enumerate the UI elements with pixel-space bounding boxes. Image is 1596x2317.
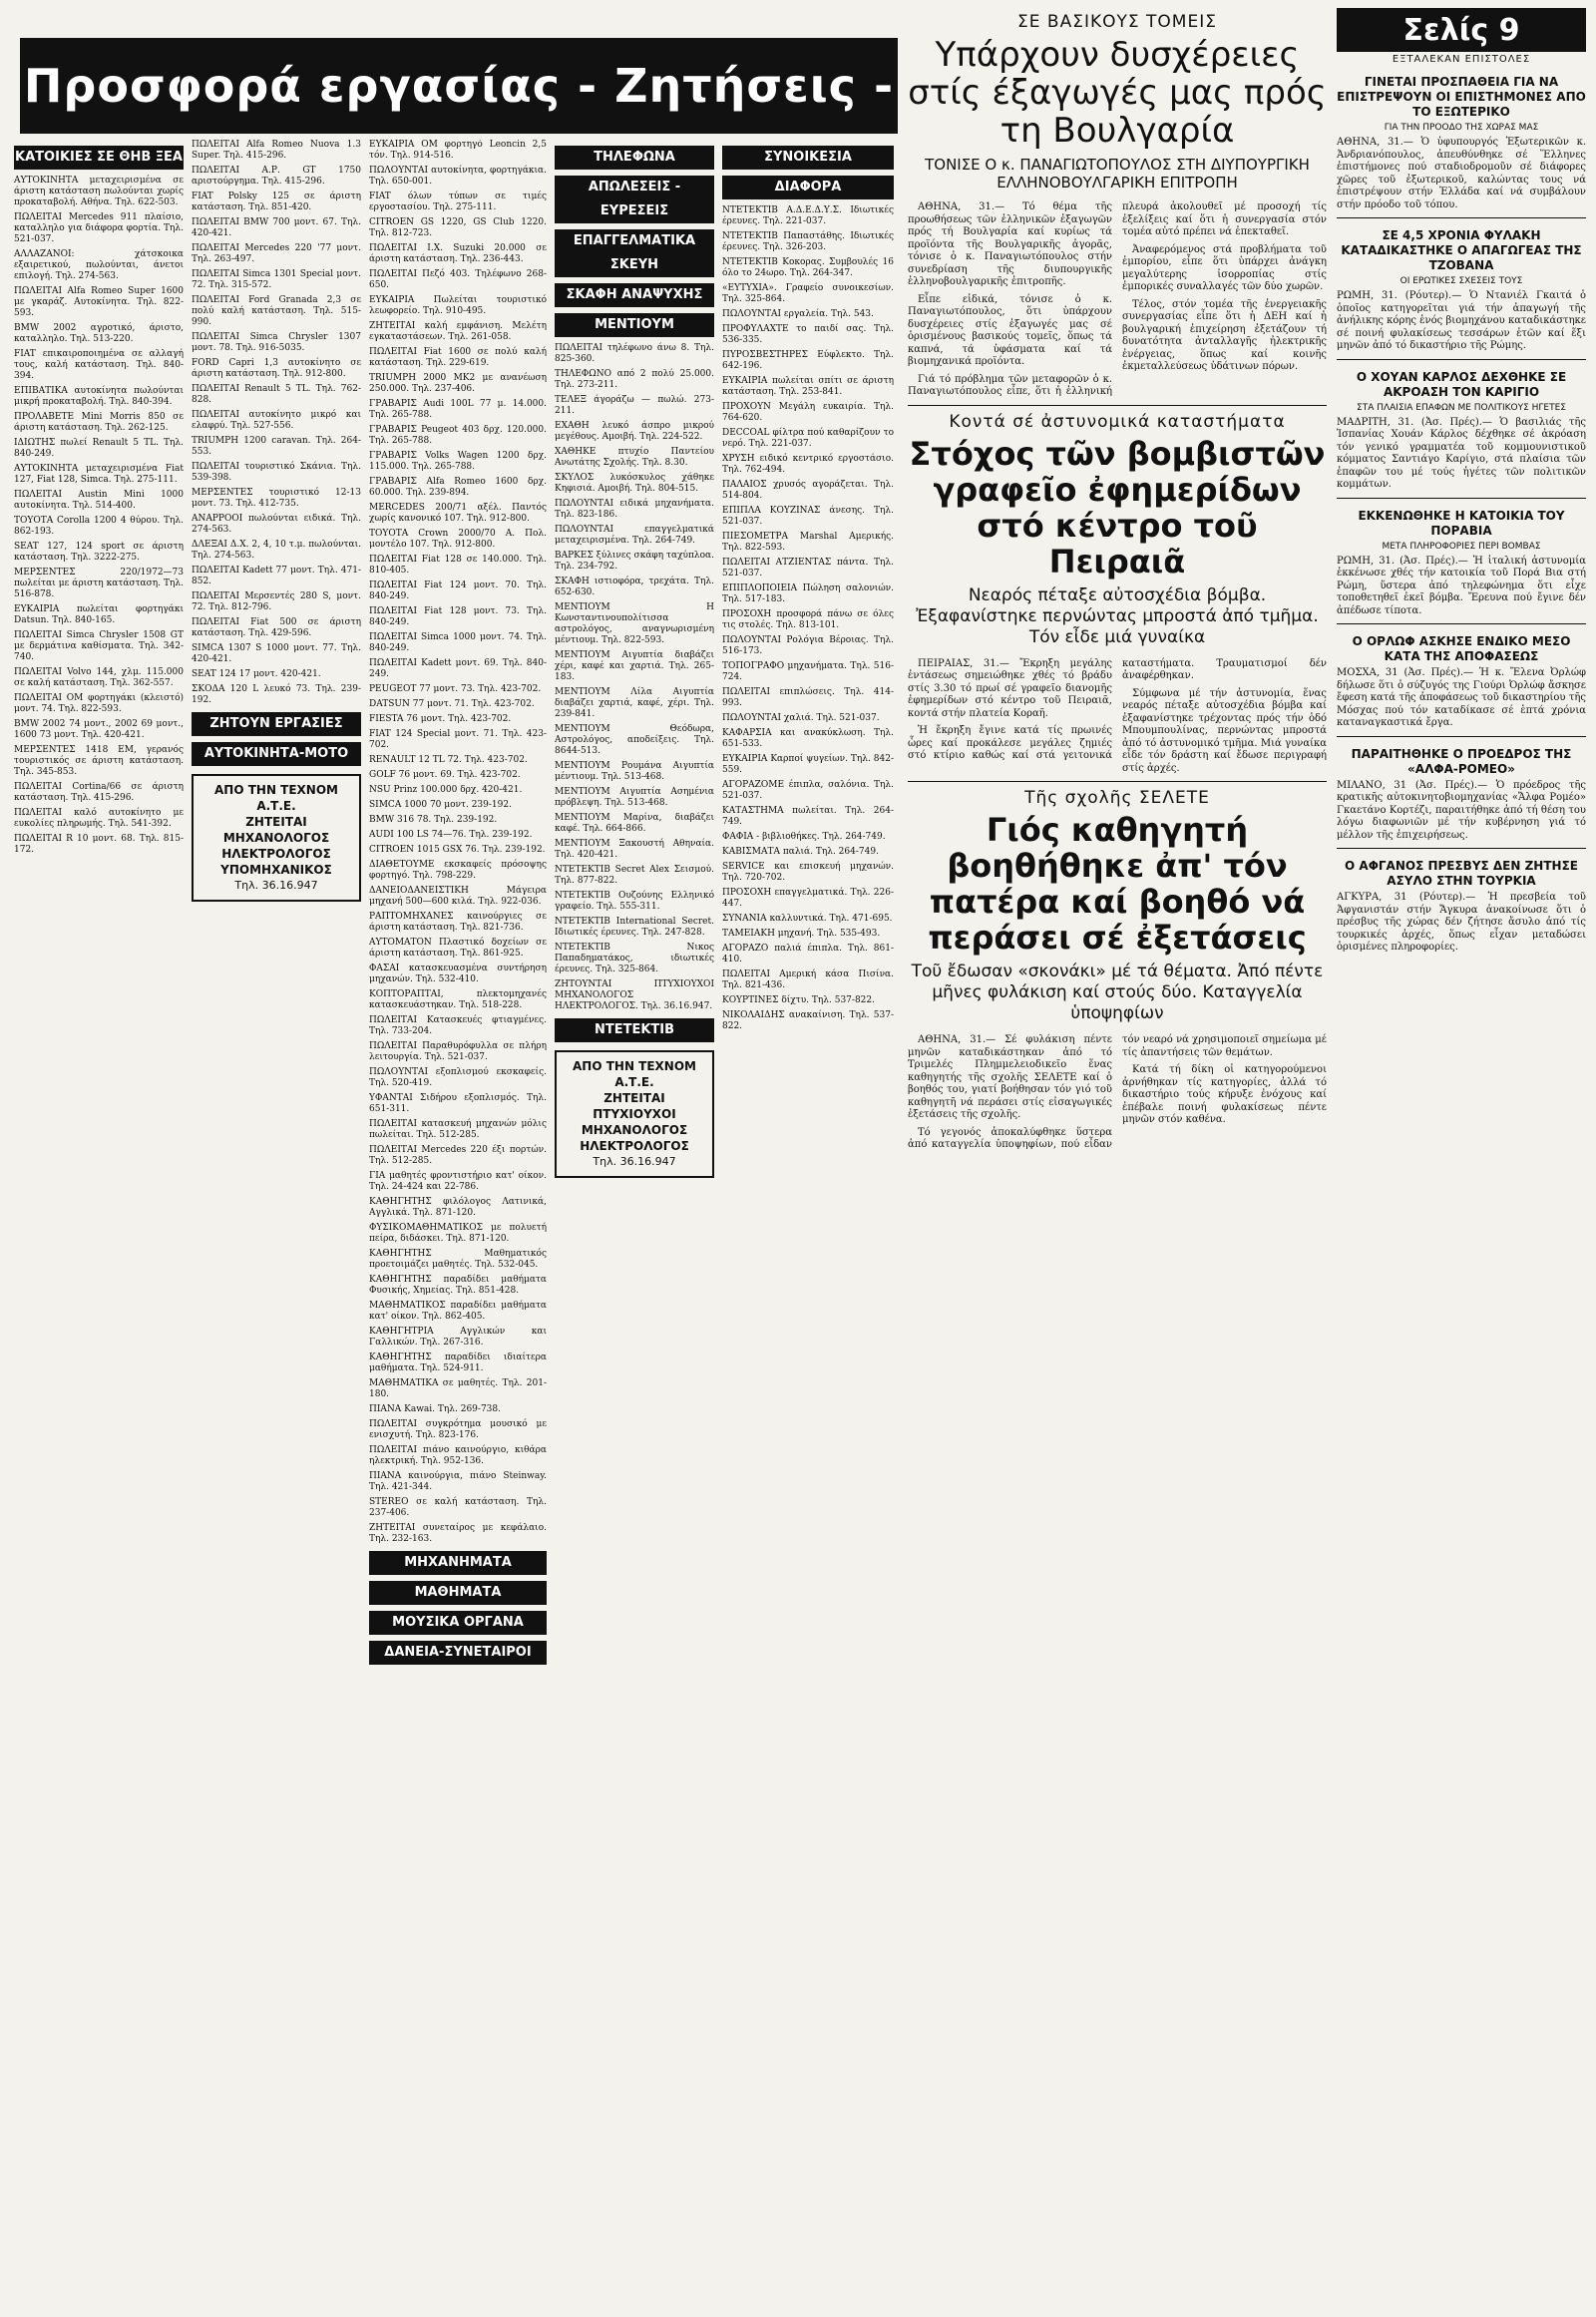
classified-ad: ΜΕΝΤΙΟΥΜ Η Κωνσταντινουπολίτισσα αστρολόγος, αναγνωρισμένη μέντιουμ. Τηλ. 822-593. bbox=[555, 602, 714, 645]
classified-ad: ΝΙΚΟΛΑΙΔΗΣ ανακαίνιση. Τηλ. 537-822. bbox=[722, 1010, 894, 1031]
classifieds-column-3 bbox=[369, 140, 547, 2304]
classified-ad: ΕΧΑΘΗ λευκό άσπρο μικρού μεγέθους. Αμοιβή. Τηλ. 224-522. bbox=[555, 421, 714, 442]
classified-ad: ΠΩΛΕΙΤΑΙ R 10 μοντ. 68. Τηλ. 815-172. bbox=[14, 834, 184, 855]
classified-ad: ΣΚΥΛΟΣ λυκόσκυλος χάθηκε Κηφισιά. Αμοιβή. Τηλ. 804-515. bbox=[555, 473, 714, 494]
classified-ad: SIMCA 1307 S 1000 μοντ. 77. Τηλ. 420-421. bbox=[192, 643, 361, 664]
classified-ad: «ΕΥΤΥΧΙΑ». Γραφείο συνοικεσίων. Τηλ. 325-864. bbox=[722, 283, 894, 304]
classified-ad: BMW 2002 74 μοντ., 2002 69 μοντ., 1600 73 μοντ. Τηλ. 420-421. bbox=[14, 719, 184, 740]
ad-box-tehnom-2 bbox=[555, 1050, 714, 1178]
classified-ad: ΤΟΥΟΤΑ Corolla 1200 4 θύρου. Τηλ. 862-193. bbox=[14, 516, 184, 537]
article-body bbox=[908, 201, 1327, 399]
article-paragraph: ΠΕΙΡΑΙΑΣ, 31.— Ἔκρηξη μεγάλης ἐντάσεως σημειώθηκε χθές τό βράδυ στίς 3.30 τό πρωί σέ γραφεῖο διανομῆς ἐφημερίδων στό κέντρο τοῦ Πειραιᾶ, κοντά στήν πλατεία Κοραῆ. bbox=[908, 657, 1112, 719]
brief-title: ΓΙΝΕΤΑΙ ΠΡΟΣΠΑΘΕΙΑ ΓΙΑ ΝΑ ΕΠΙΣΤΡΕΨΟΥΝ ΟΙ ΕΠΙΣΤΗΜΟΝΕΣ ΑΠΟ ΤΟ ΕΞΩΤΕΡΙΚΟ bbox=[1337, 75, 1586, 119]
ad-box-line: ΖΗΤΕΙΤΑΙ bbox=[603, 1091, 665, 1105]
classified-ad: ΠΙΕΣΟΜΕΤΡΑ Marshal Αμερικής. Τηλ. 822-593. bbox=[722, 532, 894, 553]
classified-ad: DATSUN 77 μοντ. 71. Τηλ. 423-702. bbox=[369, 699, 535, 709]
classified-ad: ΚΟΥΡΤΙΝΕΣ δίχτυ. Τηλ. 537-822. bbox=[722, 995, 875, 1005]
ad-list bbox=[14, 176, 184, 856]
classified-ad: ΤΟΠΟΓΡΑΦΟ μηχανήματα. Τηλ. 516-724. bbox=[722, 661, 894, 682]
classified-ad: ΠΡΟΦΥΛΑΧΤΕ το παιδί σας. Τηλ. 536-335. bbox=[722, 324, 894, 345]
brief-title: Ο ΑΦΓΑΝΟΣ ΠΡΕΣΒΥΣ ΔΕΝ ΖΗΤΗΣΕ ΑΣΥΛΟ ΣΤΗΝ ΤΟΥΡΚΙΑ bbox=[1345, 859, 1578, 888]
classifieds-column-2 bbox=[192, 140, 361, 2304]
article-selete bbox=[908, 788, 1327, 1152]
classified-ad: ΠΩΛΕΙΤΑΙ Fiat 124 μοντ. 70. Τηλ. 840-249. bbox=[369, 580, 547, 601]
classified-ad: ΕΥΚΑΙΡΙΑ πωλείται σπίτι σε άριστη κατάσταση. Τηλ. 253-841. bbox=[722, 376, 894, 397]
article-headline: Στόχος τῶν βομβιστῶν γραφεῖο ἐφημερίδων στό κέντρο τοῦ Πειραιᾶ bbox=[909, 434, 1326, 580]
classified-ad: ΚΑΦΑΡΣΙΑ και ανακύκλωση. Τηλ. 651-533. bbox=[722, 728, 894, 749]
classified-ad: ΜΕΝΤΙΟΥΜ Ξακουστή Αθηναία. Τηλ. 420-421. bbox=[555, 839, 714, 860]
classified-ad: ΠΩΛΕΙΤΑΙ Renault 5 TL. Τηλ. 762-828. bbox=[192, 384, 361, 405]
news-column bbox=[908, 8, 1327, 1152]
classified-ad: ΦΥΣΙΚΟΜΑΘΗΜΑΤΙΚΟΣ με πολυετή πείρα, διδάσκει. Τηλ. 871-120. bbox=[369, 1223, 547, 1244]
brief-title: ΕΚΚΕΝΩΘΗΚΕ Η ΚΑΤΟΙΚΙΑ ΤΟΥ ΠΟΡΑΒΙΑ bbox=[1358, 508, 1565, 538]
classified-ad: ΜΑΘΗΜΑΤΙΚΟΣ παραδίδει μαθήματα κατ' οίκον. Τηλ. 862-405. bbox=[369, 1301, 547, 1322]
classified-ad: TRIUMPH 1200 caravan. Τηλ. 264-553. bbox=[192, 436, 361, 457]
classified-ad: ΜΕΝΤΙΟΥΜ Θεόδωρα, Αστρολόγος, αποδείξεις. Τηλ. 8644-513. bbox=[555, 724, 714, 756]
classified-ad: RENAULT 12 TL 72. Τηλ. 423-702. bbox=[369, 755, 528, 765]
classified-ad: GOLF 76 μοντ. 69. Τηλ. 423-702. bbox=[369, 770, 521, 780]
classified-ad: ΕΥΚΑΙΡΙΑ ΟΜ φορτηγό Leoncin 2,5 τόν. Τηλ. 914-516. bbox=[369, 140, 547, 161]
classified-ad: ΦΑΣΑΙ κατασκευασμένα συντήρηση μηχανών. Τηλ. 532-410. bbox=[369, 964, 547, 984]
section-header: ΑΠΩΛΕΣΕΙΣ - ΕΥΡΕΣΕΙΣ bbox=[555, 176, 714, 223]
ad-box-tehnom-1 bbox=[192, 774, 361, 902]
classified-ad: ΜΑΘΗΜΑΤΙΚΑ σε μαθητές. Τηλ. 201-180. bbox=[369, 1378, 547, 1399]
article-deck: Νεαρός πέταξε αὐτοσχέδια βόμβα. Ἐξαφανίστηκε περνώντας μπροστά ἀπό τμῆμα. Τόν εἶδε μιά γυναίκα bbox=[916, 584, 1319, 647]
classified-ad: ΤΑΜΕΙΑΚΗ μηχανή. Τηλ. 535-493. bbox=[722, 929, 881, 939]
classified-ad: ΜΕΝΤΙΟΥΜ Μαρίνα, διαβάζει καφέ. Τηλ. 664-866. bbox=[555, 813, 714, 834]
section-header: ΤΗΛΕΦΩΝΑ bbox=[555, 146, 714, 170]
classified-ad: STEREO σε καλή κατάσταση. Τηλ. 237-406. bbox=[369, 1497, 547, 1518]
classified-ad: BMW 316 78. Τηλ. 239-192. bbox=[369, 815, 498, 825]
article-paragraph: Τό γεγονός ἀποκαλύφθηκε ὕστερα ἀπό καταγγελία ὑποψηφίων, πού εἶδαν τόν νεαρό νά χρησιμοποιεῖ σημείωμα μέ τίς ἀπαντήσεις τῶν θεμάτων. bbox=[908, 1034, 1327, 1150]
ad-list bbox=[192, 140, 361, 706]
classified-ad: SIMCA 1000 70 μοντ. 239-192. bbox=[369, 800, 512, 810]
classified-ad: ΠΩΛΕΙΤΑΙ Kadett μοντ. 69. Τηλ. 840-249. bbox=[369, 658, 547, 679]
brief-title: Ο ΧΟΥΑΝ ΚΑΡΛΟΣ ΔΕΧΘΗΚΕ ΣΕ ΑΚΡΟΑΣΗ ΤΟΝ ΚΑΡΙΓΙΟ bbox=[1356, 369, 1567, 399]
classified-ad: MERCEDES 200/71 αξέλ. Παντός χωρίς κανονικό 107. Τηλ. 912-800. bbox=[369, 503, 547, 524]
classified-ad: ΕΥΚΑΙΡΙΑ Πωλείται τουριστικό λεωφορείο. Τηλ. 910-495. bbox=[369, 295, 547, 316]
classified-ad: ΑΥΤΟΜΑΤΟΝ Πλαστικό δοχείων σε άριστη κατάσταση. Τηλ. 861-925. bbox=[369, 938, 547, 959]
classified-ad: ΔΛΕΞΑΙ Δ.Χ. 2, 4, 10 τ.μ. πωλούνται. Τηλ. 274-563. bbox=[192, 540, 361, 561]
classified-ad: ΤΗΛΕΦΩΝΟ από 2 πολύ 25.000. Τηλ. 273-211. bbox=[555, 369, 714, 390]
classified-ad: ΕΠΙΠΛΟΠΟΙΕΙΑ Πώληση σαλονιών. Τηλ. 517-183. bbox=[722, 583, 894, 604]
classified-ad: ΠΩΛΕΙΤΑΙ Μερσεντές 280 S, μοντ. 72. Τηλ. 812-796. bbox=[192, 591, 361, 612]
section-header: ΝΤΕΤΕΚΤΙΒ bbox=[555, 1018, 714, 1042]
article-paragraph: Ἀναφερόμενος στά προβλήματα τοῦ ἐμπορίου, εἶπε ὅτι ὑπάρχει ἀνάγκη μεγαλύτερης ἰσορροπίας στίς ἐμπορικές συναλλαγές τῶν δύο χωρῶν. bbox=[1122, 243, 1327, 292]
classifieds-column-5 bbox=[722, 140, 894, 2304]
section-header: ΜΑΘΗΜΑΤΑ bbox=[369, 1581, 547, 1605]
classified-ad: ΚΑΘΗΓΗΤΗΣ παραδίδει μαθήματα Φυσικής, Χημείας. Τηλ. 851-428. bbox=[369, 1275, 547, 1296]
classified-ad: ΠΩΛΕΙΤΑΙ Πεζό 403. Τηλέφωνο 268-650. bbox=[369, 269, 547, 290]
classified-ad: SERVICE και επισκευή μηχανών. Τηλ. 720-702. bbox=[722, 862, 894, 883]
ad-list bbox=[369, 140, 547, 1545]
classified-ad: ΕΠΙΒΑΤΙΚΑ αυτοκίνητα πωλούνται μικρή προκαταβολή. Τηλ. 840-394. bbox=[14, 386, 184, 407]
classified-ad: ΠΩΛΟΥΝΤΑΙ χαλιά. Τηλ. 521-037. bbox=[722, 713, 880, 723]
classified-ad: ΠΩΛΕΙΤΑΙ BMW 700 μοντ. 67. Τηλ. 420-421. bbox=[192, 217, 361, 238]
classified-ad: ΚΑΘΗΓΗΤΗΣ Μαθηματικός προετοιμάζει μαθητές. Τηλ. 532-045. bbox=[369, 1249, 547, 1270]
classifieds-banner: Προσφορά εργασίας - Ζητήσεις - bbox=[20, 38, 898, 134]
classified-ad: ΕΠΙΠΛΑ ΚΟΥΖΙΝΑΣ άνεσης. Τηλ. 521-037. bbox=[722, 506, 894, 527]
classified-ad: ΠΩΛΕΙΤΑΙ Fiat 128 μοντ. 73. Τηλ. 840-249. bbox=[369, 606, 547, 627]
classified-ad: ΠΩΛΕΙΤΑΙ τηλέφωνο άνω 8. Τηλ. 825-360. bbox=[555, 343, 714, 364]
article-kicker: ΣΕ ΒΑΣΙΚΟΥΣ ΤΟΜΕΙΣ bbox=[1017, 12, 1217, 32]
ad-box-phone: Τηλ. 36.16.947 bbox=[593, 1155, 676, 1168]
classified-ad: ΑΥΤΟΚΙΝΗΤΑ μεταχειρισμένα σε άριστη κατάσταση πωλούνται χωρίς προκαταβολή. Αθήνα. Τηλ. 622-503. bbox=[14, 176, 184, 207]
classified-ad: ΕΥΚΑΙΡΙΑ Καρποί ψυγείων. Τηλ. 842-559. bbox=[722, 754, 894, 775]
article-bulgaria bbox=[908, 12, 1327, 399]
classified-ad: FIAT επικαιροποιημένα σε αλλαγή τους, καλή κατάσταση. Τηλ. 840-394. bbox=[14, 349, 184, 381]
classified-ad: ΠΩΛΕΙΤΑΙ Fiat 128 σε 140.000. Τηλ. 810-405. bbox=[369, 555, 547, 576]
classified-ad: ΠΩΛΟΥΝΤΑΙ αυτοκίνητα, φορτηγάκια. Τηλ. 650-001. bbox=[369, 166, 547, 187]
divider bbox=[908, 405, 1327, 406]
article-kicker: Τῆς σχολῆς ΣΕΛΕΤΕ bbox=[1024, 788, 1210, 808]
classified-ad: ΚΑΘΗΓΗΤΡΙΑ Αγγλικών και Γαλλικών. Τηλ. 267-316. bbox=[369, 1327, 547, 1348]
classified-ad: ΠΩΛΕΙΤΑΙ Alfa Romeo Super 1600 με γκαράζ. Αυτοκίνητα. Τηλ. 822-593. bbox=[14, 286, 184, 318]
section-header: ΔΑΝΕΙΑ-ΣΥΝΕΤΑΙΡΟΙ bbox=[369, 1641, 547, 1665]
classified-ad: ΚΑΒΙΣΜΑΤΑ παλιά. Τηλ. 264-749. bbox=[722, 847, 879, 857]
classified-ad: ΠΩΛΕΙΤΑΙ καλό αυτοκίνητο με ευκολίες πληρωμής. Τηλ. 541-392. bbox=[14, 808, 184, 829]
classified-ad: ΓΡΑΒΑΡΙΣ Audi 100L 77 μ. 14.000. Τηλ. 265-788. bbox=[369, 399, 547, 420]
classified-ad: ΓΡΑΒΑΡΙΣ Volks Wagen 1200 δρχ. 115.000. Τηλ. 265-788. bbox=[369, 451, 547, 472]
classified-ad: ΠΩΛΕΙΤΑΙ Fiat 1600 σε πολύ καλή κατάσταση. Τηλ. 229-619. bbox=[369, 347, 547, 368]
classified-ad: ΚΑΤΑΣΤΗΜΑ πωλείται. Τηλ. 264-749. bbox=[722, 806, 894, 827]
classified-ad: ΓΡΑΒΑΡΙΣ Peugeot 403 δρχ. 120.000. Τηλ. 265-788. bbox=[369, 425, 547, 446]
brief-body: ΑΓΚΥΡΑ, 31 (Ρόυτερ).— Ἡ πρεσβεία τοῦ Ἀφγανιστάν στήν Ἄγκυρα ἀνακοίνωσε ὅτι ὁ πρέσβυς τῆς χώρας δέν ζήτησε ἄσυλο ἀπό τίς τουρκικές ἀρχές, ὅπως εἶχαν μεταδώσει ὁρισμένες πληροφορίες. bbox=[1337, 892, 1586, 953]
classified-ad: ΠΩΛΕΙΤΑΙ Volvo 144, χλμ. 115.000 σε καλή κατάσταση. Τηλ. 362-557. bbox=[14, 667, 184, 688]
classified-ad: ΚΑΘΗΓΗΤΗΣ παραδίδει ιδιαίτερα μαθήματα. Τηλ. 524-911. bbox=[369, 1352, 547, 1373]
classified-ad: ΠΩΛΟΥΝΤΑΙ εργαλεία. Τηλ. 543. bbox=[722, 309, 874, 319]
classified-ad: ΧΑΘΗΚΕ πτυχίο Παντείου Ανωτάτης Σχολής. Τηλ. 8.30. bbox=[555, 447, 714, 468]
classified-ad: ΠΩΛΕΙΤΑΙ Cortina/66 σε άριστη κατάσταση. Τηλ. 415-296. bbox=[14, 782, 184, 803]
classified-ad: ΠΩΛΕΙΤΑΙ Αμερική κάσα Πισίνα. Τηλ. 821-436. bbox=[722, 969, 894, 990]
classified-ad: ΜΕΝΤΙΟΥΜ Αιγυπτία διαβάζει χέρι, καφέ και χαρτιά. Τηλ. 265-183. bbox=[555, 650, 714, 682]
ad-list bbox=[555, 343, 714, 1012]
classified-ad: ΠΩΛΕΙΤΑΙ OM φορτηγάκι (κλειστό) μοντ. 74. Τηλ. 822-593. bbox=[14, 693, 184, 714]
classified-ad: ΜΕΡΣΕΝΤΕΣ τουριστικό 12-13 μοντ. 73. Τηλ. 412-735. bbox=[192, 488, 361, 509]
article-paragraph: ΑΘΗΝΑ, 31.— Τό θέμα τῆς προωθήσεως τῶν ἑλληνικῶν ἐξαγωγῶν πρός τή Βουλγαρία καί κυρίως τά προϊόντα τῆς Βουλγαρικῆς ἀγορᾶς, τόνισε ὁ κ. Παναγιωτόπουλος στήν συνεδρίαση τῆς διυπουργικῆς ἑλληνοβουλγαρικῆς ἐπιτροπῆς. bbox=[908, 201, 1112, 287]
article-paragraph: Τέλος, στόν τομέα τῆς ἐνεργειακῆς συνεργασίας εἶπε ὅτι ἡ ΔΕΗ καί ἡ βουλγαρική ἐπιχείρηση ἐξετάζουν τή δυνατότητα ἀνταλλαγῆς ἠλεκτρικῆς ἐνέργειας, ὅπως καί κοινῆς ἐκμεταλλεύσεως ὑδάτινων πόρων. bbox=[1122, 298, 1327, 372]
classified-ad: ΔΙΑΘΕΤΟΥΜΕ εκσκαφείς πρόσοψης φορτηγό. Τηλ. 798-229. bbox=[369, 860, 547, 881]
sidebar-news bbox=[1337, 8, 1586, 961]
classified-ad: FIESTA 76 μοντ. Τηλ. 423-702. bbox=[369, 714, 512, 724]
classified-ad: ΠΩΛΕΙΤΑΙ Mercedes 220 έξι πορτών. Τηλ. 512-285. bbox=[369, 1145, 547, 1166]
classified-ad: ΠΩΛΕΙΤΑΙ Simca 1301 Special μοντ. 72. Τηλ. 315-572. bbox=[192, 269, 361, 290]
classified-ad: ΠΩΛΕΙΤΑΙ Α.Ρ. GT 1750 αριστούργημα. Τηλ. 415-296. bbox=[192, 166, 361, 187]
classified-ad: ΠΩΛΕΙΤΑΙ Παραθυρόφυλλα σε πλήρη λειτουργία. Τηλ. 521-037. bbox=[369, 1041, 547, 1062]
classified-ad: ΑΝΑΡΡΟΟΙ πωλούνται ειδικά. Τηλ. 274-563. bbox=[192, 514, 361, 535]
ad-box-line: ΑΠΟ ΤΗΝ ΤΕΧΝΟΜ Α.Τ.Ε. bbox=[214, 783, 338, 813]
classified-ad: ΡΑΠΤΟΜΗΧΑΝΕΣ καινούργιες σε άριστη κατάσταση. Τηλ. 821-736. bbox=[369, 912, 547, 933]
article-paragraph: Ἡ ἔκρηξη ἔγινε κατά τίς πρωινές ὧρες καί προκάλεσε μεγάλες ζημιές στό κτίριο καθώς καί στά γειτονικά καταστήματα. Τραυματισμοί δέν ἀναφέρθηκαν. bbox=[908, 657, 1327, 761]
classified-ad: ΖΗΤΟΥΝΤΑΙ ΠΤΥΧΙΟΥΧΟΙ ΜΗΧΑΝΟΛΟΓΟΣ ΗΛΕΚΤΡΟΛΟΓΟΣ. Τηλ. 36.16.947. bbox=[555, 979, 714, 1011]
classified-ad: ΤΟΥΟΤΑ Crown 2000/70 Α. Πολ. μοντέλο 107. Τηλ. 912-800. bbox=[369, 529, 547, 550]
classified-ad: ΑΓΟΡΑΖΟ παλιά έπιπλα. Τηλ. 861-410. bbox=[722, 944, 894, 965]
classified-ad: ΜΕΝΤΙΟΥΜ Ρουμάνα Αιγυπτία μέντιουμ. Τηλ. 513-468. bbox=[555, 761, 714, 782]
classified-ad: ΠΩΛΕΙΤΑΙ Ι.Χ. Suzuki 20.000 σε άριστη κατάσταση. Τηλ. 236-443. bbox=[369, 243, 547, 264]
classifieds-column-4 bbox=[555, 140, 714, 2304]
article-headline: Γιός καθηγητή βοηθήθηκε ἀπ' τόν πατέρα καί βοηθό νά περάσει σέ ἐξετάσεις bbox=[928, 811, 1307, 957]
section-header: ΜΗΧΑΝΗΜΑΤΑ bbox=[369, 1551, 547, 1575]
section-header: ΜΟΥΣΙΚΑ ΟΡΓΑΝΑ bbox=[369, 1611, 547, 1635]
classified-ad: ΠΙΑΝΑ καινούργια, πιάνο Steinway. Τηλ. 421-344. bbox=[369, 1471, 547, 1492]
classified-ad: ΠΩΛΕΙΤΑΙ Ford Granada 2,3 σε πολύ καλή κατάσταση. Τηλ. 515-990. bbox=[192, 295, 361, 327]
classified-ad: ΓΡΑΒΑΡΙΣ Alfa Romeo 1600 δρχ. 60.000. Τηλ. 239-894. bbox=[369, 477, 547, 498]
classified-ad: ΑΓΟΡΑΖΟΜΕ έπιπλα, σαλόνια. Τηλ. 521-037. bbox=[722, 780, 894, 801]
classified-ad: ΠΩΛΕΙΤΑΙ Alfa Romeo Nuova 1.3 Super. Τηλ. 415-296. bbox=[192, 140, 361, 161]
article-headline: Υπάρχουν δυσχέρειες στίς έξαγωγές μας πρός τη Βουλγαρία bbox=[908, 35, 1327, 151]
divider bbox=[1337, 217, 1586, 218]
article-kicker: Κοντά σέ ἀστυνομικά καταστήματα bbox=[949, 411, 1286, 432]
classified-ad: ΠΡΟΧΟΥΝ Μεγάλη ευκαιρία. Τηλ. 764-620. bbox=[722, 402, 894, 423]
classified-ad: ΠΩΛΕΙΤΑΙ Simca Chrysler 1508 GT με δερμάτινα καθίσματα. Τηλ. 342-740. bbox=[14, 630, 184, 662]
classified-ad: ΠΩΛΕΙΤΑΙ Simca Chrysler 1307 μοντ. 78. Τηλ. 916-5035. bbox=[192, 332, 361, 353]
classified-ad: ΠΩΛΕΙΤΑΙ Austin Mini 1000 αυτοκίνητα. Τηλ. 514-400. bbox=[14, 490, 184, 511]
classified-ad: ΠΡΟΣΟΧΗ επαγγελματικά. Τηλ. 226-447. bbox=[722, 888, 894, 909]
page-masthead: Σελίς 9 bbox=[1337, 8, 1586, 52]
classified-ad: ΜΕΡΣΕΝΤΕΣ 1418 ΕΜ, γερανός τουριστικός σε άριστη κατάσταση. Τηλ. 345-853. bbox=[14, 745, 184, 777]
classified-ad: ΝΤΕΤΕΚΤΙΒ Παπαστάθης. Ιδιωτικές έρευνες. Τηλ. 326-203. bbox=[722, 231, 894, 252]
section-header: ΑΥΤΟΚΙΝΗΤΑ-ΜΟΤΟ bbox=[192, 742, 361, 766]
classified-ad: PEUGEOT 77 μοντ. 73. Τηλ. 423-702. bbox=[369, 684, 542, 694]
classified-ad: ΜΕΝΤΙΟΥΜ Λίλα Αιγυπτία διαβάζει χαρτιά, καφέ, χέρι. Τηλ. 239-841. bbox=[555, 687, 714, 719]
section-header: ΣΥΝΟΙΚΕΣΙΑ bbox=[722, 146, 894, 170]
brief-title: ΠΑΡΑΙΤΗΘΗΚΕ Ο ΠΡΟΕΔΡΟΣ ΤΗΣ «ΑΛΦΑ-ΡΟΜΕΟ» bbox=[1351, 746, 1572, 776]
brief-subtitle: ΜΕΤΑ ΠΛΗΡΟΦΟΡΙΕΣ ΠΕΡΙ ΒΟΜΒΑΣ bbox=[1382, 541, 1541, 552]
classified-ad: ΝΤΕΤΕΚΤΙΒ International Secret. Ιδιωτικές έρευνες. Τηλ. 247-828. bbox=[555, 917, 714, 938]
classified-ad: ΑΥΤΟΚΙΝΗΤΑ μεταχειρισμένα Fiat 127, Fiat 128, Simca. Τηλ. 275-111. bbox=[14, 464, 184, 485]
classified-ad: ΣΚΟΔΑ 120 L λευκό 73. Τηλ. 239-192. bbox=[192, 684, 361, 705]
classified-ad: SEAT 127, 124 sport σε άριστη κατάσταση. Τηλ. 3222-275. bbox=[14, 542, 184, 563]
classified-ad: ΣΥΝΑΝΙΑ καλλυντικά. Τηλ. 471-695. bbox=[722, 914, 893, 924]
divider bbox=[1337, 736, 1586, 737]
classified-ad: DECCOAL φίλτρα πού καθαρίζουν το νερό. Τηλ. 221-037. bbox=[722, 428, 894, 449]
classified-ad: BMW 2002 αγροτικό, άριστο, καταλληλο. Τηλ. 513-220. bbox=[14, 323, 184, 344]
section-header: ΔΙΑΦΟΡΑ bbox=[722, 176, 894, 199]
classified-ad: ΠΡΟΣΟΧΗ προσφορά πάνω σε όλες τις στολές. Τηλ. 813-101. bbox=[722, 609, 894, 630]
classified-ad: SEAT 124 17 μοντ. 420-421. bbox=[192, 669, 321, 679]
brief-body: ΜΙΛΑΝΟ, 31 (Ἀσ. Πρές).— Ὁ πρόεδρος τῆς κρατικῆς αὐτοκινητοβιομηχανίας «Ἄλφα Ρομέο» Γκαετάνο Κορτέζι, παραιτήθηκε ἀπό τή θέση του λόγω διαφωνιῶν μέ τήν κυβέρνηση γιά τό μέλλον τῆς ἐπιχειρήσεως. bbox=[1337, 779, 1586, 841]
classified-ad: ΝΤΕΤΕΚΤΙΒ Νικος Παπαδηματάκος, ιδιωτικές έρευνες. Τηλ. 325-864. bbox=[555, 943, 714, 974]
brief-subtitle: ΟΙ ΕΡΩΤΙΚΕΣ ΣΧΕΣΕΙΣ ΤΟΥΣ bbox=[1399, 276, 1523, 286]
section-header: ΖΗΤΟΥΝ ΕΡΓΑΣΙΕΣ bbox=[192, 712, 361, 736]
classified-ad: CITROEN 1015 GSX 76. Τηλ. 239-192. bbox=[369, 845, 546, 855]
classified-ad: ΚΟΠΤΟΡΑΠΤΑΙ, πλεκτομηχανές κατασκευάστηκαν. Τηλ. 518-228. bbox=[369, 989, 547, 1010]
classified-ad: ΝΤΕΤΕΚΤΙΒ Κοκορας. Συμβουλές 16 όλο το 24ωρο. Τηλ. 264-347. bbox=[722, 257, 894, 278]
classified-ad: ΕΥΚΑΙΡΙΑ πωλείται φορτηγάκι Datsun. Τηλ. 840-165. bbox=[14, 604, 184, 625]
classified-ad: ΠΩΛΕΙΤΑΙ επιπλώσεις. Τηλ. 414-993. bbox=[722, 687, 894, 708]
classified-ad: ΙΔΙΩΤΗΣ πωλεί Renault 5 TL. Τηλ. 840-249. bbox=[14, 438, 184, 459]
classified-ad: ΚΑΘΗΓΗΤΗΣ φιλόλογος Λατινικά, Αγγλικά. Τηλ. 871-120. bbox=[369, 1197, 547, 1218]
classified-ad: ΠΩΛΟΥΝΤΑΙ ειδικά μηχανήματα. Τηλ. 823-186. bbox=[555, 499, 714, 520]
article-piraeus-bomb bbox=[908, 412, 1327, 776]
classified-ad: ΧΡΥΣΗ ειδικό κεντρικό εργοστάσιο. Τηλ. 762-494. bbox=[722, 454, 894, 475]
masthead-subtitle: ΕΞΤΑΛΕΚΑΝ ΕΠΙΣΤΟΛΕΣ bbox=[1392, 54, 1531, 65]
brief-body: ΡΩΜΗ, 31. (Ρόυτερ).— Ὁ Ντανιέλ Γκαιτά ὁ ὁποῖος κατηγορεῖται γιά τήν ἀπαγωγή τῆς ἀνήλικης κόρης ἑνός βιομηχάνου καταδικάστηκε σέ ποινή φυλακίσεως τεσσάρων ἐτῶν καί ἕξι μηνῶν ἀπό τό δικαστήριο τῆς Ρώμης. bbox=[1337, 290, 1586, 351]
ad-box-phone: Τηλ. 36.16.947 bbox=[234, 879, 318, 892]
classified-ad: ΠΩΛΕΙΤΑΙ πιάνο καινούργιο, κιθάρα ηλεκτρική. Τηλ. 952-136. bbox=[369, 1445, 547, 1466]
classified-ad: ΠΥΡΟΣΒΕΣΤΗΡΕΣ Εύφλεκτο. Τηλ. 642-196. bbox=[722, 350, 894, 371]
classified-ad: ΠΩΛΟΥΝΤΑΙ επαγγελματικά μεταχειρισμένα. Τηλ. 264-749. bbox=[555, 525, 714, 546]
classified-ad: FIAT Polsky 125 σε άριστη κατάσταση. Τηλ. 851-420. bbox=[192, 192, 361, 212]
classified-ad: ΠΩΛΕΙΤΑΙ Kadett 77 μοντ. Τηλ. 471-852. bbox=[192, 566, 361, 586]
classified-ad: ΠΡΟΛΑΒΕΤΕ Mini Morris 850 σε άριστη κατάσταση. Τηλ. 262-125. bbox=[14, 412, 184, 433]
section-header: ΜΕΝΤΙΟΥΜ bbox=[555, 313, 714, 337]
classified-ad: FIAT 124 Special μοντ. 71. Τηλ. 423-702. bbox=[369, 729, 547, 750]
brief-body: ΜΑΔΡΙΤΗ, 31. (Ἀσ. Πρές).— Ὁ βασιλιάς τῆς Ἱσπανίας Χουάν Κάρλος δέχθηκε σέ ἀκρόαση τόν γενικό γραμματέα τοῦ κομμουνιστικοῦ κόμματος Σαντιάγο Καρίγιο, στά πλαίσια τῶν ἐπαφῶν του μέ τούς ἡγέτες τῶν πολιτικῶν κομμάτων. bbox=[1337, 416, 1586, 490]
section-header: ΣΚΑΦΗ ΑΝΑΨΥΧΗΣ bbox=[555, 283, 714, 307]
brief-subtitle: ΓΙΑ ΤΗΝ ΠΡΟΟΔΟ ΤΗΣ ΧΩΡΑΣ ΜΑΣ bbox=[1384, 123, 1539, 133]
classified-ad: ΠΩΛΕΙΤΑΙ τουριστικό Σκάνια. Τηλ. 539-398. bbox=[192, 462, 361, 483]
classified-ad: ΠΩΛΕΙΤΑΙ συγκρότημα μουσικό με ενισχυτή. Τηλ. 823-176. bbox=[369, 1419, 547, 1440]
classified-ad: ΠΩΛΟΥΝΤΑΙ εξοπλισμού εκσκαφείς. Τηλ. 520-419. bbox=[369, 1067, 547, 1088]
classified-ad: ΠΑΛΑΙΟΣ χρυσός αγοράζεται. Τηλ. 514-804. bbox=[722, 480, 894, 501]
brief-body: ΜΟΣΧΑ, 31 (Ἀσ. Πρές).— Ἡ κ. Ἔλενα Ὀρλώφ δήλωσε ὅτι ὁ σύζυγός της Γιούρι Ὀρλώφ ἄσκησε ἔφεση κατά τῆς ἀποφάσεως τοῦ δικαστηρίου τῆς Μόσχας πού τόν καταδίκασε σέ ἑπτά χρόνια καταναγκαστικά ἔργα. bbox=[1337, 667, 1586, 728]
article-body bbox=[908, 1034, 1327, 1152]
ad-box-line: ΠΤΥΧΙΟΥΧΟΙ ΜΗΧΑΝΟΛΟΓΟΣ ΗΛΕΚΤΡΟΛΟΓΟΣ bbox=[580, 1107, 689, 1153]
classified-ad: ΣΚΑΦΗ ιστιοφόρα, τρεχάτα. Τηλ. 652-630. bbox=[555, 577, 714, 597]
ad-box-line: ΜΗΧΑΝΟΛΟΓΟΣ ΗΛΕΚΤΡΟΛΟΓΟΣ ΥΠΟΜΗΧΑΝΙΚΟΣ bbox=[220, 831, 332, 877]
classified-ad: FIAT όλων τύπων σε τιμές εργοστασίου. Τηλ. 275-111. bbox=[369, 192, 547, 212]
divider bbox=[1337, 498, 1586, 499]
classified-ad: ΦΑΦΙΑ - βιβλιοθήκες. Τηλ. 264-749. bbox=[722, 832, 886, 842]
classified-ad: ΥΦΑΝΤΑΙ Σιδήρου εξοπλισμός. Τηλ. 651-311. bbox=[369, 1093, 547, 1114]
classifieds-column-1 bbox=[14, 140, 184, 2304]
article-deck: Τοῦ ἔδωσαν «σκονάκι» μέ τά θέματα. Ἀπό πέντε μῆνες φυλάκιση καί στούς δύο. Καταγγελία ὑποψηφίων bbox=[911, 962, 1324, 1023]
article-paragraph: Εἶπε εἰδικά, τόνισε ὁ κ. Παναγιωτόπουλος, ὅτι ὑπάρχουν δυσχέρειες στίς ἐξαγωγές μας σέ ὁρισμένους βασικούς τομεῖς, ὅπως τά καπνά, τά ὑφάσματα καί τά βιομηχανικά προϊόντα. bbox=[908, 293, 1112, 367]
article-paragraph: Κατά τή δίκη οἱ κατηγορούμενοι ἀρνήθηκαν τίς κατηγορίες, ἀλλά τό δικαστήριο τούς κήρυξε ἐνόχους καί ἐπέβαλε ποινή φυλακίσεως πέντε μηνῶν στόν καθένα. bbox=[1122, 1064, 1327, 1125]
classified-ad: ΤΕΛΕΞ άγοράζω — πωλώ. 273-211. bbox=[555, 395, 714, 416]
classified-ad: ΠΩΛΕΙΤΑΙ Simca 1000 μοντ. 74. Τηλ. 840-249. bbox=[369, 632, 547, 653]
classified-ad: ΖΗΤΕΙΤΑΙ καλή εμφάνιση. Μελέτη εγκαταστάσεων. Τηλ. 261-058. bbox=[369, 321, 547, 342]
classified-ad: AUDI 100 LS 74—76. Τηλ. 239-192. bbox=[369, 830, 533, 840]
classified-ad: ΓΙΑ μαθητές φροντιστήριο κατ' οίκον. Τηλ. 24-424 και 22-786. bbox=[369, 1171, 547, 1192]
divider bbox=[1337, 359, 1586, 360]
brief-body: ΡΩΜΗ, 31. (Ἀσ. Πρές).— Ἡ ἰταλική ἀστυνομία ἐκκένωσε χθές τήν κατοικία τοῦ Πορά Βια στή Ρώμη, ὕστερα ἀπό τηλεφώνημα ὅτι εἶχε τοποθετηθεῖ ἐκεῖ βόμβα. Ἔρευνα πού ἔγινε δέν ἀπέδωσε τίποτα. bbox=[1337, 555, 1586, 616]
classified-ad: ΝΤΕΤΕΚΤΙΒ Ουζούνης Ελληνικό γραφείο. Τηλ. 555-311. bbox=[555, 891, 714, 912]
classified-ad: ΝΤΕΤΕΚΤΙΒ Α.Δ.Ε.Δ.Υ.Σ. Ιδιωτικές έρευνες. Τηλ. 221-037. bbox=[722, 205, 894, 226]
classified-ad: ΜΕΡΣΕΝΤΕΣ 220/1972—73 πωλείται με άριστη κατάσταση. Τηλ. 516-878. bbox=[14, 568, 184, 599]
classified-ad: ΜΕΝΤΙΟΥΜ Αιγυπτία Ασημένια πρόβλεψη. Τηλ. 513-468. bbox=[555, 787, 714, 808]
classified-ad: ΠΩΛΕΙΤΑΙ αυτοκίνητο μικρό και ελαφρύ. Τηλ. 527-556. bbox=[192, 410, 361, 431]
classified-ad: ΠΩΛΕΙΤΑΙ Fiat 500 σε άριστη κατάσταση. Τηλ. 429-596. bbox=[192, 617, 361, 638]
ad-box-line: ΖΗΤΕΙΤΑΙ bbox=[245, 815, 307, 829]
classified-ad: ΠΩΛΕΙΤΑΙ Mercedes 220 '77 μοντ. Τηλ. 263-497. bbox=[192, 243, 361, 264]
classified-ad: FORD Capri 1,3 αυτοκίνητο σε άριστη κατάσταση. Τηλ. 912-800. bbox=[192, 358, 361, 379]
classified-ad: NSU Prinz 100.000 δρχ. 420-421. bbox=[369, 785, 523, 795]
classified-ad: TRIUMPH 2000 MK2 με ανανέωση 250.000. Τηλ. 237-406. bbox=[369, 373, 547, 394]
classified-ad: ΖΗΤΕΙΤΑΙ συνεταίρος με κεφάλαιο. Τηλ. 232-163. bbox=[369, 1523, 547, 1544]
article-paragraph: Σύμφωνα μέ τήν ἀστυνομία, ἕνας νεαρός πέταξε αὐτοσχέδια βόμβα καί ἐξαφανίστηκε τρέχοντας πρός τήν ὁδό Μπουμπουλίνας, περνώντας μπροστά ἀπό τό ἀστυνομικό τμῆμα. Μιά γυναίκα εἶδε τόν δράστη καί ἔδωσε περιγραφή στίς ἀρχές. bbox=[1122, 687, 1327, 774]
classified-ad: ΑΛΛΑΖΑΝΟΙ: χάτσκοικα εξαιρετικού, πωλούνται, άνετοι επιλογή. Τηλ. 274-563. bbox=[14, 249, 184, 281]
brief-title: Ο ΟΡΛΩΦ ΑΣΚΗΣΕ ΕΝΔΙΚΟ ΜΕΣΟ ΚΑΤΑ ΤΗΣ ΑΠΟΦΑΣΕΩΣ bbox=[1352, 634, 1571, 663]
classified-ad: ΒΑΡΚΕΣ ξύλινες σκάφη ταχύπλοα. Τηλ. 234-792. bbox=[555, 551, 714, 572]
ad-list bbox=[722, 205, 894, 1032]
article-body bbox=[908, 658, 1327, 776]
classified-ad: ΠΩΛΕΙΤΑΙ Mercedes 911 πλαίσιο, καταλληλο για διάφορα φορτία. Τηλ. 521-037. bbox=[14, 212, 184, 244]
classified-ad: ΔΑΝΕΙΟΔΑΝΕΙΣΤΙΚΗ Μάγειρα μηχανή 500—600 κιλά. Τηλ. 922-036. bbox=[369, 886, 547, 907]
section-header: ΕΠΑΓΓΕΛΜΑΤΙΚΑ ΣΚΕΥΗ bbox=[555, 229, 714, 277]
classified-ad: ΠΙΑΝΑ Kawai. Τηλ. 269-738. bbox=[369, 1404, 501, 1414]
brief-title: ΣΕ 4,5 ΧΡΟΝΙΑ ΦΥΛΑΚΗ ΚΑΤΑΔΙΚΑΣΤΗΚΕ Ο ΑΠΑΓΩΓΕΑΣ ΤΗΣ ΤΖΟΒΑΝΑ bbox=[1341, 228, 1582, 272]
section-header: ΚΑΤΟΙΚΙΕΣ ΣΕ ΘΗΒ ΞΕΑ bbox=[14, 146, 184, 170]
classified-ad: ΠΩΛΕΙΤΑΙ Κατασκευές φτιαγμένες. Τηλ. 733-204. bbox=[369, 1015, 547, 1036]
ad-box-line: ΑΠΟ ΤΗΝ ΤΕΧΝΟΜ Α.Τ.Ε. bbox=[573, 1059, 696, 1089]
classified-ad: CITROEN GS 1220, GS Club 1220. Τηλ. 812-723. bbox=[369, 217, 547, 238]
classified-ad: ΠΩΛΕΙΤΑΙ κατασκευή μηχανών μόλις πωλείται. Τηλ. 512-285. bbox=[369, 1119, 547, 1140]
article-paragraph: ΑΘΗΝΑ, 31.— Σέ φυλάκιση πέντε μηνῶν καταδικάστηκαν ἀπό τό Τριμελές Πλημμελειοδικεῖο ἕνας καθηγητής τῆς σχολῆς ΣΕΛΕΤΕ καί ὁ βοηθός του, γιατί βοήθησαν τόν γιό τοῦ καθηγητῆ νά περάσει στίς εἰσαγωγικές ἐξετάσεις τῆς σχολῆς. bbox=[908, 1034, 1112, 1120]
divider bbox=[908, 781, 1327, 782]
divider bbox=[1337, 623, 1586, 624]
classified-ad: ΠΩΛΕΙΤΑΙ ΑΤΖΙΕΝΤΑΣ πάντα. Τηλ. 521-037. bbox=[722, 558, 894, 579]
brief-subtitle: ΣΤΑ ΠΛΑΙΣΙΑ ΕΠΑΦΩΝ ΜΕ ΠΟΛΙΤΙΚΟΥΣ ΗΓΕΤΕΣ bbox=[1357, 402, 1566, 413]
classified-ad: ΝΤΕΤΕΚΤΙΒ Secret Alex Σεισμού. Τηλ. 877-822. bbox=[555, 865, 714, 886]
article-deck: ΤΟΝΙΣΕ Ο κ. ΠΑΝΑΓΙΩΤΟΠΟΥΛΟΣ ΣΤΗ ΔΙΥΠΟΥΡΓΙΚΗ ΕΛΛΗΝΟΒΟΥΛΓΑΡΙΚΗ ΕΠΙΤΡΟΠΗ bbox=[925, 156, 1310, 192]
divider bbox=[1337, 848, 1586, 849]
article-paragraph: Γιά τό πρόβλημα τῶν μεταφορῶν ὁ κ. Παναγιωτόπουλος εἶπε, ὅτι ἡ ἑλληνική πλευρά ἀκολουθεῖ μέ προσοχή τίς ἐξελίξεις καί ὅτι ἡ συνεργασία στόν τομέα αὐτό πρέπει νά ἐπεκταθεῖ. bbox=[908, 201, 1327, 397]
brief-body: ΑΘΗΝΑ, 31.— Ὁ ὑφυπουργός Ἐξωτερικῶν κ. Ἀνδριανόπουλος, ἀπευθύνθηκε σέ Ἕλληνες ἐπιστήμονες πού σταδιοδρομοῦν σέ διάφορες χῶρες τοῦ ἐξωτερικοῦ, καλώντας τους νά ἐπιστρέψουν στήν Ἑλλάδα καί νά συμβάλουν στήν πρόοδο τοῦ τόπου. bbox=[1337, 137, 1586, 210]
classified-ad: ΠΩΛΟΥΝΤΑΙ Ρολόγια Βέροιας. Τηλ. 516-173. bbox=[722, 635, 894, 656]
